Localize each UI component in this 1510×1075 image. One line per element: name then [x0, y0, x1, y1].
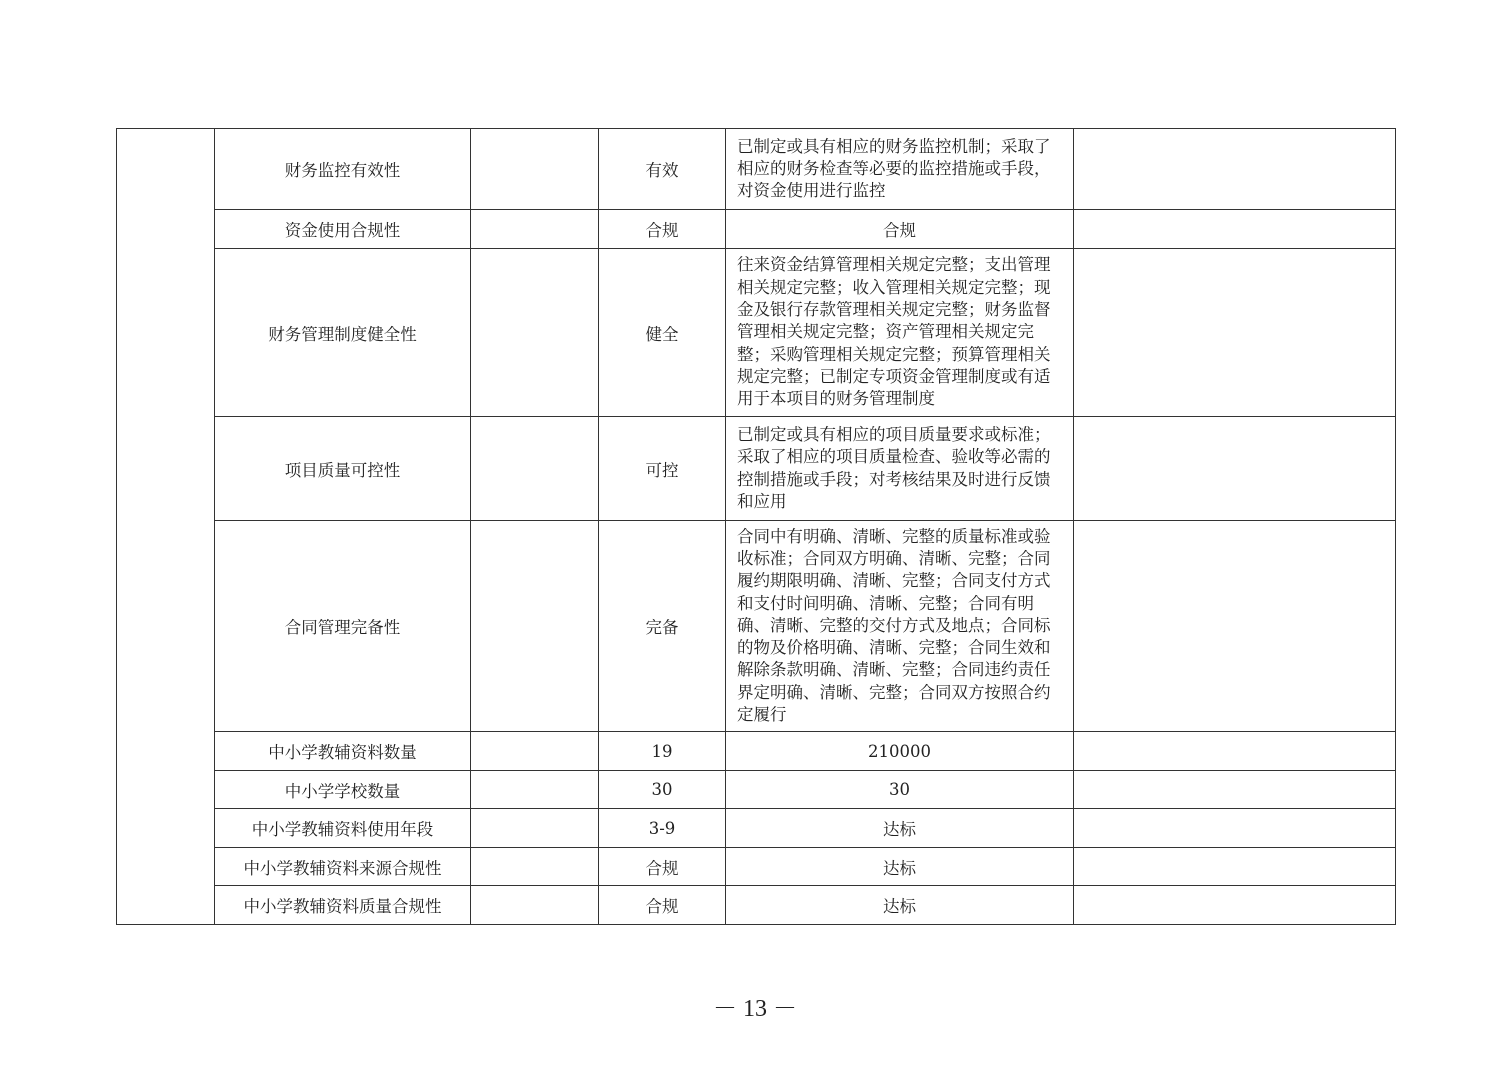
- blank-cell: [471, 809, 599, 848]
- remark-cell: [1074, 521, 1396, 732]
- table-row: [117, 210, 1396, 249]
- remark-cell: [1074, 249, 1396, 417]
- remark-cell: [1074, 886, 1396, 925]
- table-row: [117, 129, 1396, 210]
- table-row: [117, 809, 1396, 848]
- blank-cell: [471, 886, 599, 925]
- remark-cell: [1074, 129, 1396, 210]
- remark-cell: [1074, 417, 1396, 521]
- table-row: [117, 249, 1396, 417]
- target-cell: 可控: [599, 417, 726, 521]
- performance-table: [116, 128, 1396, 925]
- indicator-cell: 资金使用合规性: [215, 210, 471, 249]
- indicator-cell: 财务监控有效性: [215, 129, 471, 210]
- target-cell: 3-9: [599, 809, 726, 848]
- actual-cell: 合规: [726, 210, 1074, 249]
- category-cell: [117, 129, 215, 925]
- indicator-cell: 中小学教辅资料来源合规性: [215, 848, 471, 886]
- blank-cell: [471, 249, 599, 417]
- target-cell: 合规: [599, 886, 726, 925]
- actual-cell: 210000: [726, 732, 1074, 771]
- remark-cell: [1074, 848, 1396, 886]
- remark-cell: [1074, 210, 1396, 249]
- page-number: － 13 －: [713, 996, 797, 1022]
- target-cell: 完备: [599, 521, 726, 732]
- target-cell: 合规: [599, 210, 726, 249]
- table-row: [117, 848, 1396, 886]
- actual-cell: 已制定或具有相应的财务监控机制；采取了相应的财务检查等必要的监控措施或手段，对资金使用进行监控: [726, 129, 1074, 210]
- target-cell: 合规: [599, 848, 726, 886]
- indicator-cell: 中小学教辅资料数量: [215, 732, 471, 771]
- table-row: [117, 417, 1396, 521]
- remark-cell: [1074, 809, 1396, 848]
- actual-cell: 达标: [726, 848, 1074, 886]
- table-row: [117, 732, 1396, 771]
- actual-cell: 达标: [726, 886, 1074, 925]
- actual-cell: 已制定或具有相应的项目质量要求或标准；采取了相应的项目质量检查、验收等必需的控制措施或手段；对考核结果及时进行反馈和应用: [726, 417, 1074, 521]
- blank-cell: [471, 771, 599, 809]
- remark-cell: [1074, 732, 1396, 771]
- indicator-cell: 中小学教辅资料质量合规性: [215, 886, 471, 925]
- blank-cell: [471, 848, 599, 886]
- target-cell: 19: [599, 732, 726, 771]
- table-row: [117, 886, 1396, 925]
- blank-cell: [471, 417, 599, 521]
- actual-cell: 30: [726, 771, 1074, 809]
- indicator-cell: 中小学教辅资料使用年段: [215, 809, 471, 848]
- blank-cell: [471, 210, 599, 249]
- table-row: [117, 521, 1396, 732]
- indicator-cell: 项目质量可控性: [215, 417, 471, 521]
- indicator-cell: 合同管理完备性: [215, 521, 471, 732]
- indicator-cell: 财务管理制度健全性: [215, 249, 471, 417]
- target-cell: 有效: [599, 129, 726, 210]
- blank-cell: [471, 521, 599, 732]
- remark-cell: [1074, 771, 1396, 809]
- indicator-cell: 中小学学校数量: [215, 771, 471, 809]
- actual-cell: 往来资金结算管理相关规定完整；支出管理相关规定完整；收入管理相关规定完整；现金及银行存款管理相关规定完整；财务监督管理相关规定完整；资产管理相关规定完整；采购管理相关规定完整；预算管理相关规定完整；已制定专项资金管理制度或有适用于本项目的财务管理制度: [726, 249, 1074, 417]
- actual-cell: 合同中有明确、清晰、完整的质量标准或验收标准；合同双方明确、清晰、完整；合同履约期限明确、清晰、完整；合同支付方式和支付时间明确、清晰、完整；合同有明确、清晰、完整的交付方式及地点；合同标的物及价格明确、清晰、完整；合同生效和解除条款明确、清晰、完整；合同违约责任界定明确、清晰、完整；合同双方按照合约定履行: [726, 521, 1074, 732]
- blank-cell: [471, 732, 599, 771]
- table-row: [117, 771, 1396, 809]
- blank-cell: [471, 129, 599, 210]
- actual-cell: 达标: [726, 809, 1074, 848]
- target-cell: 健全: [599, 249, 726, 417]
- target-cell: 30: [599, 771, 726, 809]
